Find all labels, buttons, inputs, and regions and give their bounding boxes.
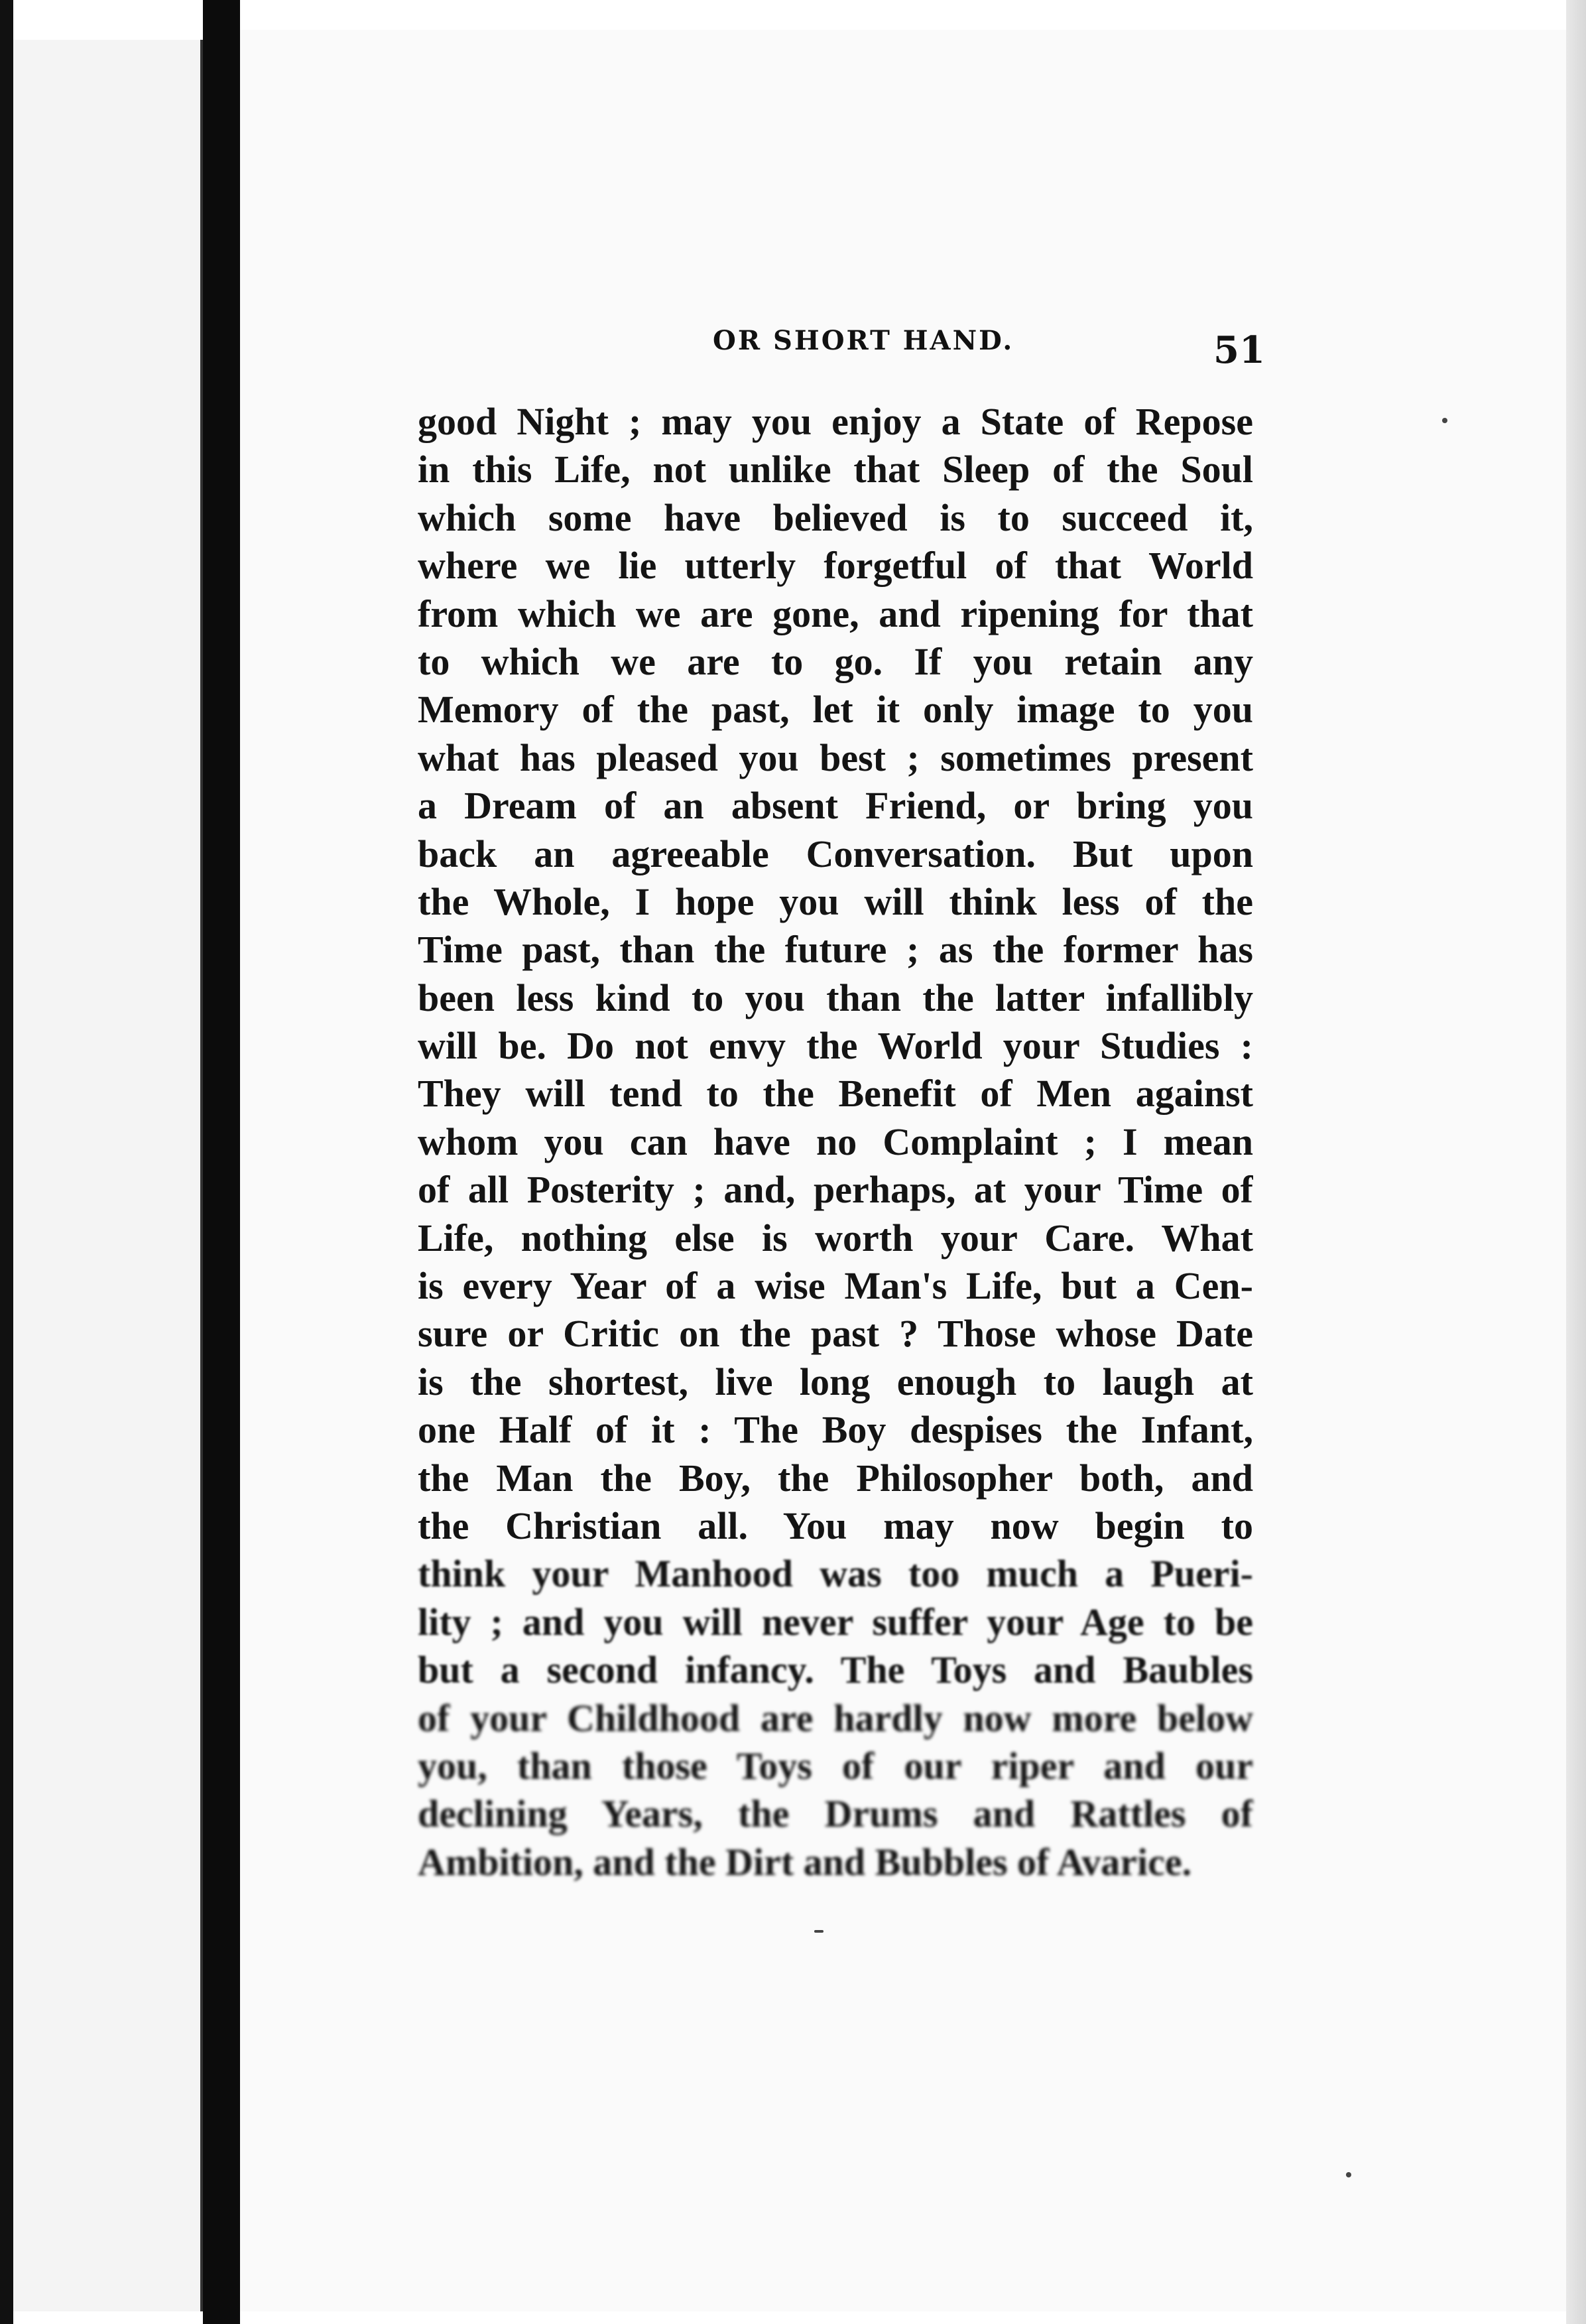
text-line: Ambition, and the Dirt and Bubbles of Avarice. xyxy=(418,1840,1192,1884)
text-line: the Whole, I hope you will think less of the xyxy=(418,879,1253,923)
text-line: They will tend to the Benefit of Men against xyxy=(418,1072,1253,1116)
page-right-edge xyxy=(1566,0,1586,2324)
text-line: Time past, than the future ; as the former has xyxy=(418,928,1253,972)
text-line: from which we are gone, and ripening for that xyxy=(418,592,1253,635)
text-line: but a second infancy. The Toys and Baubles xyxy=(418,1648,1253,1692)
text-line: is the shortest, live long enough to laugh at xyxy=(418,1360,1253,1403)
text-line: one Half of it : The Boy despises the Infant, xyxy=(418,1408,1253,1452)
text-line: think your Manhood was too much a Pueri- xyxy=(418,1552,1253,1596)
text-line: sure or Critic on the past ? Those whose Date xyxy=(418,1312,1253,1356)
text-line: declining Years, the Drums and Rattles of xyxy=(418,1792,1253,1836)
text-line: of your Childhood are hardly now more below xyxy=(418,1696,1253,1740)
scan-left-border xyxy=(0,0,13,2324)
text-line: back an agreeable Conversation. But upon xyxy=(418,832,1253,875)
text-line: good Night ; may you enjoy a State of Repose xyxy=(418,400,1253,443)
text-line: in this Life, not unlike that Sleep of the Soul xyxy=(418,448,1253,491)
text-line: whom you can have no Complaint ; I mean xyxy=(418,1120,1253,1163)
text-line: the Man the Boy, the Philosopher both, and xyxy=(418,1456,1253,1500)
text-line: Memory of the past, let it only image to you xyxy=(418,688,1253,732)
text-line: Life, nothing else is worth your Care. What xyxy=(418,1216,1253,1259)
scan-speck xyxy=(814,1930,823,1933)
page-number: 51 xyxy=(1213,328,1265,372)
running-head: OR SHORT HAND. xyxy=(713,325,1014,356)
scan-speck xyxy=(1442,418,1447,423)
text-line: of all Posterity ; and, perhaps, at your Time of xyxy=(418,1168,1253,1212)
text-line: will be. Do not envy the World your Studies : xyxy=(418,1024,1253,1068)
text-line: you, than those Toys of our riper and our xyxy=(418,1744,1253,1787)
text-line: what has pleased you best ; sometimes present xyxy=(418,736,1253,779)
scan-speck xyxy=(1346,2172,1351,2177)
text-line: been less kind to you than the latter infallibly xyxy=(418,976,1253,1019)
text-line: a Dream of an absent Friend, or bring you xyxy=(418,784,1253,828)
facing-page-edge xyxy=(13,40,203,2311)
text-line: is every Year of a wise Man's Life, but a Cen- xyxy=(418,1264,1253,1308)
body-text xyxy=(418,398,1253,1886)
text-line: to which we are to go. If you retain any xyxy=(418,639,1253,683)
book-gutter xyxy=(203,0,240,2324)
text-line: lity ; and you will never suffer your Age to be xyxy=(418,1600,1253,1644)
text-line: which some have believed is to succeed it, xyxy=(418,495,1253,539)
text-line: the Christian all. You may now begin to xyxy=(418,1504,1253,1547)
text-line: where we lie utterly forgetful of that World xyxy=(418,544,1253,588)
